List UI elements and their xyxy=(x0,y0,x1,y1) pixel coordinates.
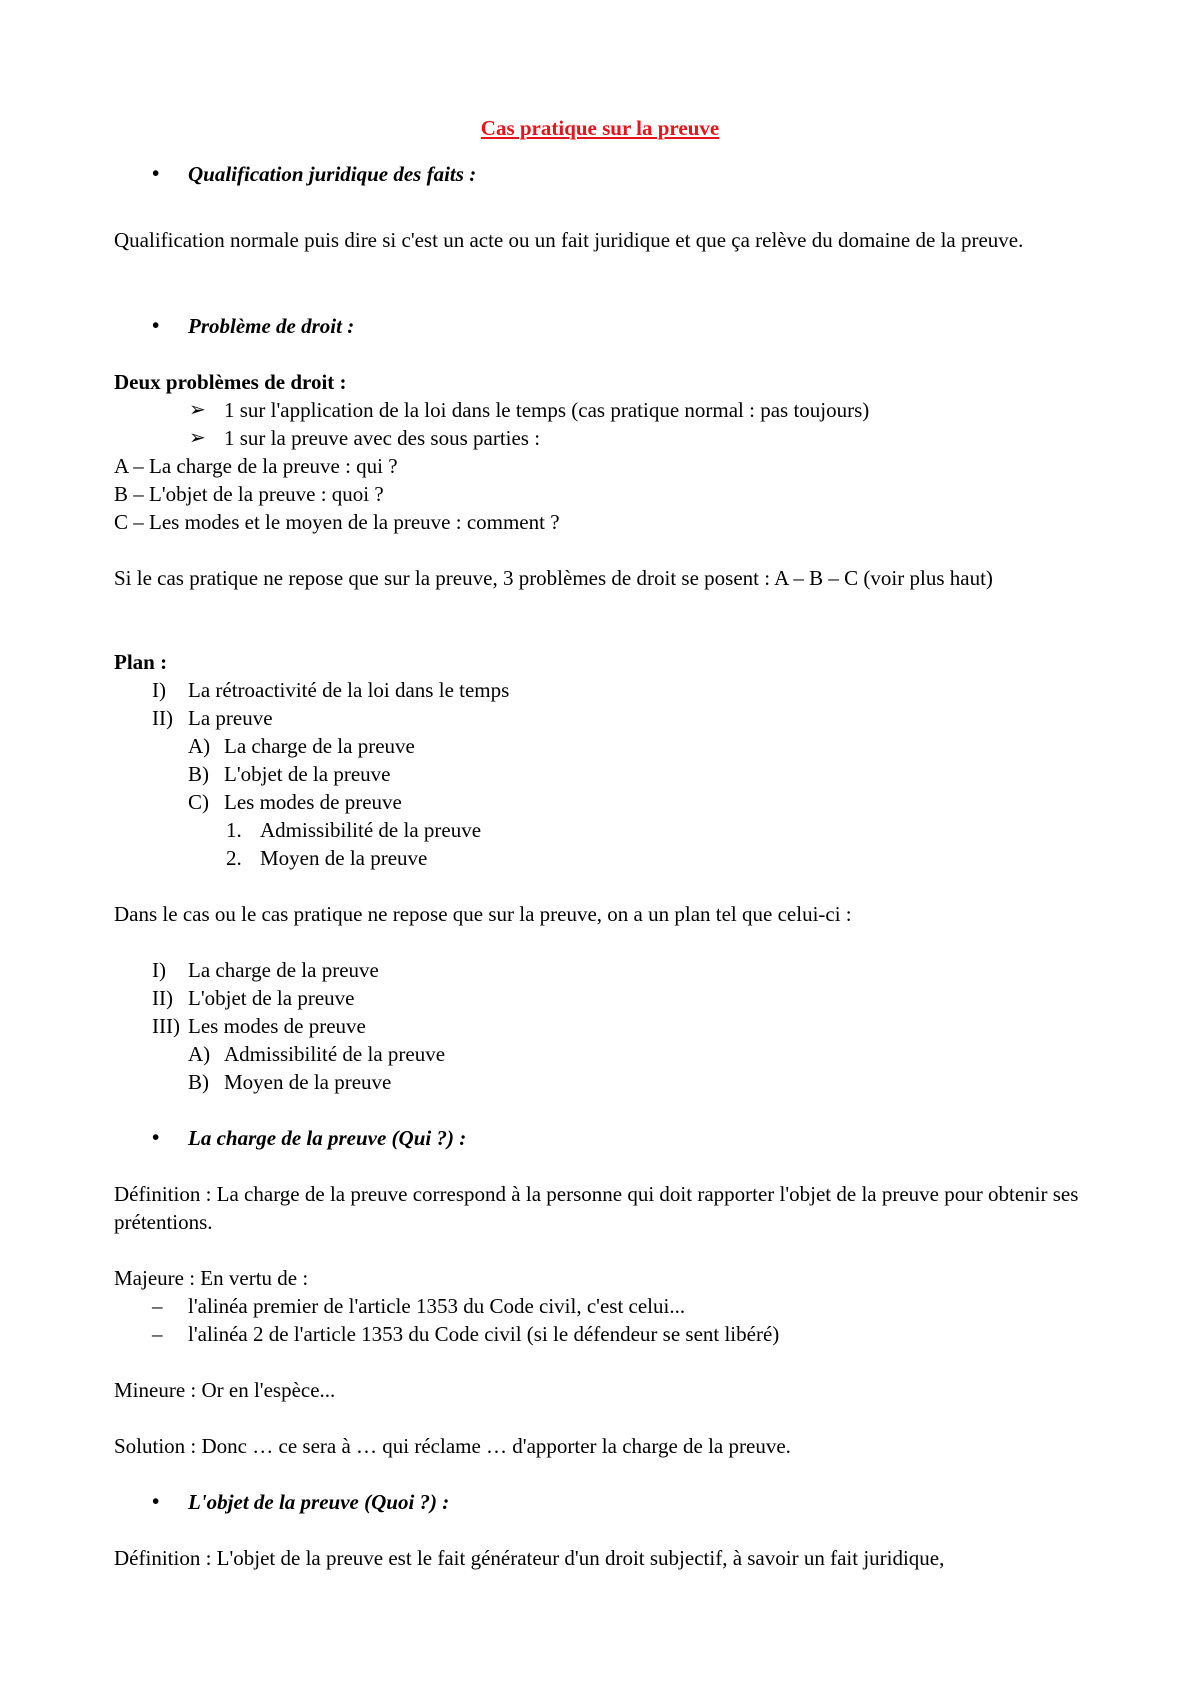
plan-marker: A) xyxy=(188,734,211,758)
majeure-line: Majeure : En vertu de : xyxy=(114,1266,309,1290)
heading-plan: Plan : xyxy=(114,650,168,674)
paragraph-alt-plan-intro: Dans le cas ou le cas pratique ne repose que sur la preuve, on a un plan tel que celui-ci : xyxy=(114,902,852,926)
plan-marker: 2. xyxy=(226,846,242,870)
alt-plan-item: Admissibilité de la preuve xyxy=(224,1042,446,1066)
arrow-bullet-icon: ➢ xyxy=(189,399,206,421)
plan-marker: I) xyxy=(152,678,166,702)
alt-plan-item: Les modes de preuve xyxy=(188,1014,366,1038)
heading-qualification: Qualification juridique des faits : xyxy=(188,162,477,186)
dash-bullet-icon: – xyxy=(152,1322,163,1346)
heading-charge: La charge de la preuve (Qui ?) : xyxy=(188,1126,467,1150)
arrow-bullet-icon: ➢ xyxy=(189,427,206,449)
sub-line: C – Les modes et le moyen de la preuve : comment ? xyxy=(114,510,560,534)
plan-item: La preuve xyxy=(188,706,273,730)
bullet-icon: • xyxy=(152,1489,160,1513)
arrow-item: 1 sur l'application de la loi dans le temps (cas pratique normal : pas toujours) xyxy=(224,398,870,422)
alt-plan-item: Moyen de la preuve xyxy=(224,1070,392,1094)
alt-plan-marker: A) xyxy=(188,1042,211,1066)
dash-bullet-icon: – xyxy=(152,1294,163,1318)
arrow-item: 1 sur la preuve avec des sous parties : xyxy=(224,426,541,450)
alt-plan-item: L'objet de la preuve xyxy=(188,986,355,1010)
document-title: Cas pratique sur la preuve xyxy=(480,116,720,140)
alt-plan-marker: B) xyxy=(188,1070,209,1094)
solution-line: Solution : Donc … ce sera à … qui réclame … d'apporter la charge de la preuve. xyxy=(114,1434,791,1458)
plan-item: Admissibilité de la preuve xyxy=(260,818,482,842)
bullet-icon: • xyxy=(152,1125,160,1149)
paragraph-objet-definition: Définition : L'objet de la preuve est le fait générateur d'un droit subjectif, à savoir un fait juridique, xyxy=(114,1546,945,1570)
majeure-item: l'alinéa 2 de l'article 1353 du Code civil (si le défendeur se sent libéré) xyxy=(188,1322,780,1346)
paragraph-qualification: Qualification normale puis dire si c'est un acte ou un fait juridique et que ça relève du domaine de la preuve. xyxy=(114,228,1024,252)
plan-marker: 1. xyxy=(226,818,242,842)
bullet-icon: • xyxy=(152,313,160,337)
plan-item: La rétroactivité de la loi dans le temps xyxy=(188,678,510,702)
plan-marker: II) xyxy=(152,706,173,730)
alt-plan-marker: I) xyxy=(152,958,166,982)
alt-plan-item: La charge de la preuve xyxy=(188,958,379,982)
mineure-line: Mineure : Or en l'espèce... xyxy=(114,1378,336,1402)
sub-line: B – L'objet de la preuve : quoi ? xyxy=(114,482,384,506)
heading-probleme: Problème de droit : xyxy=(188,314,355,338)
sub-line: A – La charge de la preuve : qui ? xyxy=(114,454,398,478)
plan-item: L'objet de la preuve xyxy=(224,762,391,786)
paragraph-note: Si le cas pratique ne repose que sur la preuve, 3 problèmes de droit se posent : A – B – C (voir plus haut) xyxy=(114,566,993,590)
heading-objet: L'objet de la preuve (Quoi ?) : xyxy=(188,1490,450,1514)
plan-item: Moyen de la preuve xyxy=(260,846,428,870)
plan-item: Les modes de preuve xyxy=(224,790,402,814)
plan-marker: B) xyxy=(188,762,209,786)
bullet-icon: • xyxy=(152,161,160,185)
majeure-item: l'alinéa premier de l'article 1353 du Code civil, c'est celui... xyxy=(188,1294,686,1318)
plan-item: La charge de la preuve xyxy=(224,734,415,758)
paragraph-charge-definition: Définition : La charge de la preuve correspond à la personne qui doit rapporter l'objet de la preuve pour obtenir ses prétentions. xyxy=(114,1182,1079,1234)
subheading-deux-problemes: Deux problèmes de droit : xyxy=(114,370,347,394)
plan-marker: C) xyxy=(188,790,209,814)
alt-plan-marker: III) xyxy=(152,1014,180,1038)
alt-plan-marker: II) xyxy=(152,986,173,1010)
